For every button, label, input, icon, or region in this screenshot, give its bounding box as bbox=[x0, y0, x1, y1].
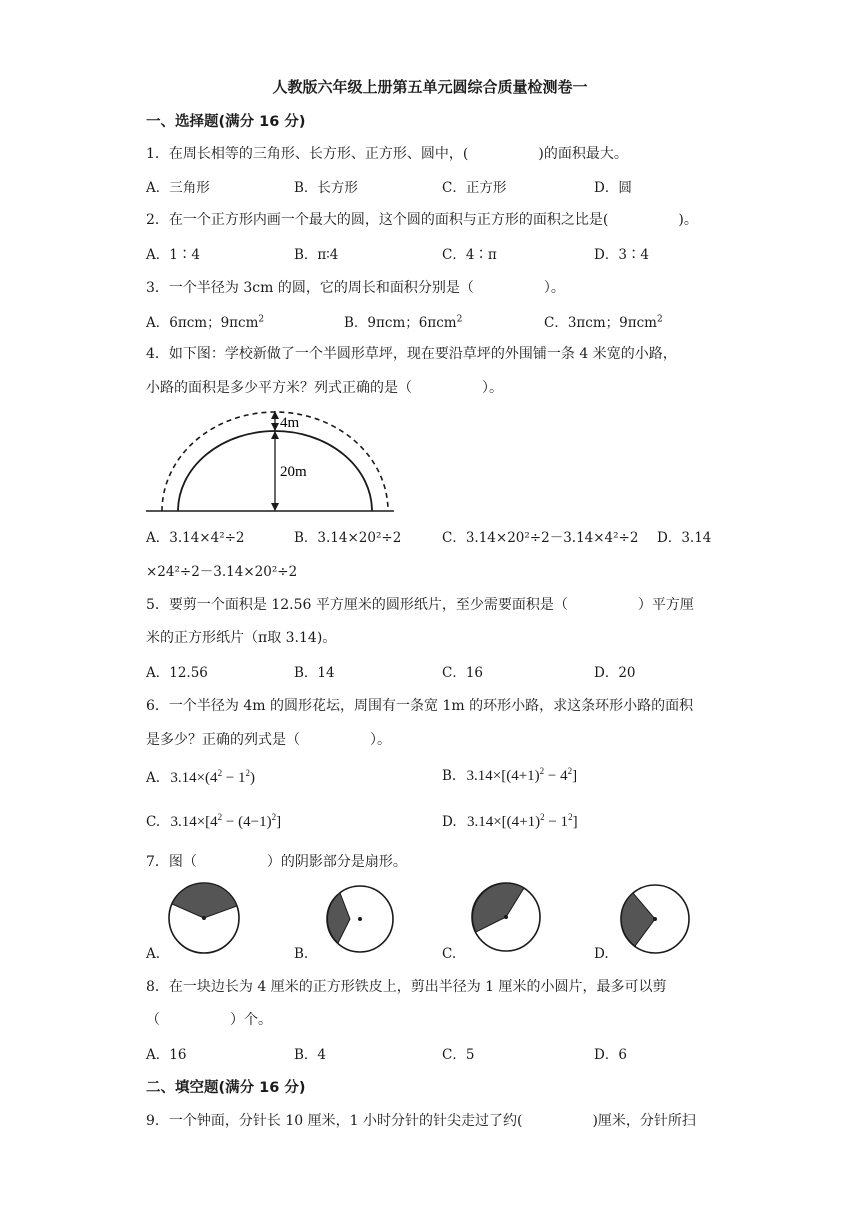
option-letter: D. bbox=[442, 814, 457, 830]
question-5-option-a[interactable]: A．12.56 bbox=[146, 665, 208, 681]
superscript: 2 bbox=[258, 314, 265, 325]
superscript: 2 bbox=[656, 314, 663, 325]
arrowhead-radius-bottom bbox=[271, 503, 279, 511]
option-text: B．9πcm；6πcm bbox=[344, 315, 457, 331]
question-2-option-a[interactable]: A．1∶4 bbox=[146, 247, 200, 263]
question-3-stem: 3．一个半径为 3cm 的圆，它的周长和面积分别是（ ）。 bbox=[146, 280, 565, 296]
formula-c: $3.14\times[4^2 - (4-1)^2]$ bbox=[170, 812, 282, 830]
question-1-option-d[interactable]: D．圆 bbox=[594, 180, 632, 196]
question-2-option-b[interactable]: B．π∶4 bbox=[294, 247, 339, 263]
page-title: 人教版六年级上册第五单元圆综合质量检测卷一 bbox=[272, 78, 588, 96]
superscript: 2 bbox=[456, 314, 463, 325]
question-4-option-d-line2[interactable]: ×24²÷2－3.14×20²÷2 bbox=[146, 564, 298, 580]
question-3-option-c[interactable] bbox=[544, 311, 663, 331]
question-8-option-c[interactable]: C．5 bbox=[442, 1047, 475, 1063]
question-7-option-d[interactable]: D. bbox=[594, 946, 609, 962]
circle-option-d-figure bbox=[617, 883, 693, 955]
question-8-option-d[interactable]: D．6 bbox=[594, 1047, 627, 1063]
option-text: C．3πcm；9πcm bbox=[544, 315, 657, 331]
question-6-option-d[interactable] bbox=[442, 812, 578, 831]
semicircle-path-figure bbox=[140, 400, 400, 518]
question-5-stem-line1: 5．要剪一个面积是 12.56 平方厘米的圆形纸片，至少需要面积是（ ）平方厘 bbox=[146, 597, 694, 613]
question-6-stem-line1: 6．一个半径为 4m 的圆形花坛，周围有一条宽 1m 的环形小路，求这条环形小路的面积 bbox=[146, 698, 694, 714]
question-8-option-b[interactable]: B．4 bbox=[294, 1047, 327, 1063]
question-6-option-c[interactable] bbox=[146, 812, 281, 831]
question-4-option-d-line1[interactable]: D．3.14 bbox=[657, 530, 712, 546]
question-5-option-b[interactable]: B．14 bbox=[294, 665, 335, 681]
question-7-stem: 7．图（ ）的阴影部分是扇形。 bbox=[146, 854, 407, 870]
option-letter: A. bbox=[146, 770, 161, 786]
question-5-option-c[interactable]: C．16 bbox=[442, 665, 484, 681]
question-3-option-b[interactable] bbox=[344, 311, 462, 331]
question-7-option-a[interactable]: A. bbox=[146, 946, 161, 962]
arrowhead-radius-top bbox=[271, 431, 279, 439]
question-4-option-b[interactable]: B．3.14×20²÷2 bbox=[294, 530, 402, 546]
label-radius: 20m bbox=[280, 464, 307, 480]
question-2-option-d[interactable]: D．3∶4 bbox=[594, 247, 650, 263]
circle-option-c-figure bbox=[469, 880, 543, 954]
question-6-stem-line2: 是多少？正确的列式是（ ）。 bbox=[146, 732, 391, 748]
question-2-option-c[interactable]: C．4∶π bbox=[442, 247, 497, 263]
question-7-option-b[interactable]: B. bbox=[294, 946, 309, 962]
question-2-stem: 2．在一个正方形内画一个最大的圆，这个圆的面积与正方形的面积之比是( )。 bbox=[146, 212, 698, 228]
question-9-stem: 9．一个钟面，分针长 10 厘米，1 小时分针的针尖走过了约( )厘米，分针所扫 bbox=[146, 1113, 696, 1129]
question-5-stem-line2: 米的正方形纸片（π取 3.14)。 bbox=[146, 630, 337, 646]
question-8-option-a[interactable]: A．16 bbox=[146, 1047, 187, 1063]
circle-option-a-figure bbox=[166, 880, 242, 956]
question-7-option-c[interactable]: C. bbox=[442, 946, 457, 962]
center-dot bbox=[504, 915, 508, 919]
question-1-option-c[interactable]: C．正方形 bbox=[442, 180, 507, 196]
center-dot bbox=[202, 916, 206, 920]
circle-option-b-figure bbox=[323, 885, 395, 955]
question-6-option-a[interactable] bbox=[146, 768, 255, 787]
question-6-option-b[interactable] bbox=[442, 766, 577, 785]
question-8-stem-line1: 8．在一块边长为 4 厘米的正方形铁皮上，剪出半径为 1 厘米的小圆片，最多可以剪 bbox=[146, 979, 667, 995]
section-heading-fill: 二、填空题(满分 16 分) bbox=[146, 1080, 306, 1096]
formula-d: $3.14\times[(4+1)^2 - 1^2]$ bbox=[466, 812, 578, 830]
option-letter: B. bbox=[442, 768, 457, 784]
option-letter: C. bbox=[146, 814, 161, 830]
question-4-stem-line2: 小路的面积是多少平方米？列式正确的是（ ）。 bbox=[146, 380, 503, 396]
arrowhead-path-inner bbox=[271, 423, 279, 431]
question-4-stem-line1: 4．如下图：学校新做了一个半圆形草坪，现在要沿草坪的外围铺一条 4 米宽的小路， bbox=[146, 346, 677, 362]
formula-a: $3.14\times(4^2 - 1^2)$ bbox=[170, 768, 256, 786]
question-8-stem-line2: （ ）个。 bbox=[146, 1012, 272, 1028]
label-path-width: 4m bbox=[280, 415, 300, 431]
section-heading-choice: 一、选择题(满分 16 分) bbox=[146, 114, 306, 130]
formula-b: $3.14\times[(4+1)^2 - 4^2]$ bbox=[466, 766, 578, 784]
question-3-option-a[interactable] bbox=[146, 311, 264, 331]
question-1-option-a[interactable]: A．三角形 bbox=[146, 180, 210, 196]
question-4-option-c[interactable]: C．3.14×20²÷2－3.14×4²÷2 bbox=[442, 530, 639, 546]
question-5-option-d[interactable]: D．20 bbox=[594, 665, 636, 681]
question-4-option-a[interactable]: A．3.14×4²÷2 bbox=[146, 530, 245, 546]
option-text: A．6πcm；9πcm bbox=[146, 315, 259, 331]
center-dot bbox=[358, 917, 362, 921]
center-dot bbox=[653, 917, 657, 921]
question-1-option-b[interactable]: B．长方形 bbox=[294, 180, 358, 196]
question-1-stem: 1．在周长相等的三角形、长方形、正方形、圆中，( )的面积最大。 bbox=[146, 146, 628, 162]
